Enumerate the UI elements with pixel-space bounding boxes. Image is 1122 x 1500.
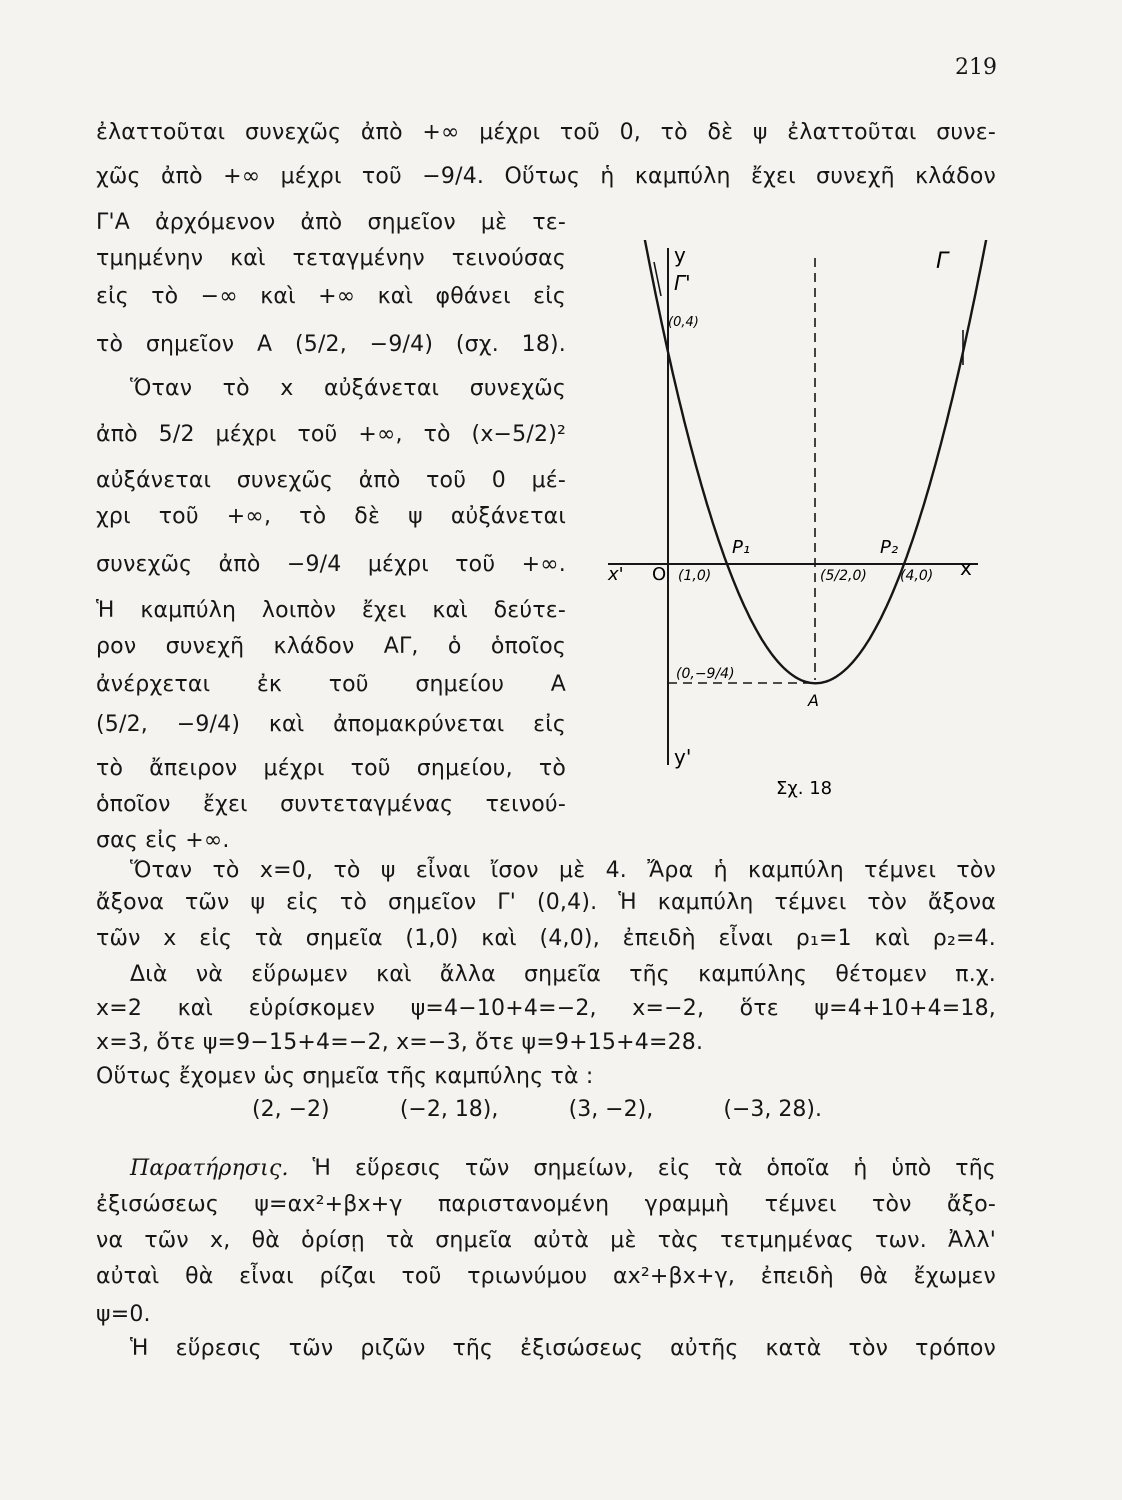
label-gamma: Γ xyxy=(936,249,949,274)
label-point-0-neg94: (0,−9/4) xyxy=(676,666,735,682)
page-number: 219 xyxy=(955,55,997,80)
text-line-left-11: ρον συνεχῆ κλάδον ΑΓ, ὁ ὁποῖος xyxy=(96,634,566,659)
label-p1: P₁ xyxy=(732,537,751,558)
text-line-left-9: συνεχῶς ἀπὸ −9/4 μέχρι τοῦ +∞. xyxy=(96,552,566,577)
text-line-bottom-7: Οὕτως ἔχομεν ὡς σημεῖα τῆς καμπύλης τὰ : xyxy=(96,1064,594,1089)
remark-line-4: αὐταὶ θὰ εἶναι ρίζαι τοῦ τριωνύμου αx²+βx+γ, ἐπειδὴ θὰ ἔχωμεν xyxy=(96,1264,996,1289)
text-line-left-7: αὐξάνεται συνεχῶς ἀπὸ τοῦ 0 μέ- xyxy=(96,468,566,493)
text-line-left-10: Ἡ καμπύλη λοιπὸν ἔχει καὶ δεύτε- xyxy=(96,598,566,623)
remark-line-6: Ἡ εὕρεσις τῶν ριζῶν τῆς ἐξισώσεως αὐτῆς κατὰ τὸν τρόπον xyxy=(130,1336,996,1361)
text-line-left-4: τὸ σημεῖον Α (5/2, −9/4) (σχ. 18). xyxy=(96,332,566,357)
text-line-bottom-3: τῶν x εἰς τὰ σημεῖα (1,0) καὶ (4,0), ἐπειδὴ εἶναι ρ₁=1 καὶ ρ₂=4. xyxy=(96,926,996,951)
text-line-left-3: εἰς τὸ −∞ καὶ +∞ καὶ φθάνει εἰς xyxy=(96,284,566,309)
point-item: (−2, 18), xyxy=(399,1097,499,1122)
point-item: (3, −2), xyxy=(568,1097,654,1122)
text-line-left-13: (5/2, −9/4) καὶ ἀπομακρύνεται εἰς xyxy=(96,712,566,737)
remark-label: Παρατήρησις. xyxy=(130,1156,289,1181)
text-line-bottom-2: ἄξονα τῶν ψ εἰς τὸ σημεῖον Γ' (0,4). Ἡ καμπύλη τέμνει τὸν ἄξονα xyxy=(96,890,996,915)
text-line-bottom-5: x=2 καὶ εὑρίσκομεν ψ=4−10+4=−2, x=−2, ὅτε ψ=4+10+4=18, xyxy=(96,996,996,1021)
text-line-left-1: Γ'Α ἀρχόμενον ἀπὸ σημεῖον μὲ τε- xyxy=(96,210,566,235)
text-line-top-1: ἐλαττοῦται συνεχῶς ἀπὸ +∞ μέχρι τοῦ 0, τὸ δὲ ψ ἐλαττοῦται συνε- xyxy=(96,120,996,145)
remark-line-2: ἐξισώσεως ψ=αx²+βx+γ παριστανομένη γραμμὴ τέμνει τὸν ἄξο- xyxy=(96,1192,996,1217)
figure-parabola xyxy=(600,240,1000,800)
text-line-left-14: τὸ ἄπειρον μέχρι τοῦ σημείου, τὸ xyxy=(96,756,566,781)
label-vertex-a: A xyxy=(808,691,819,710)
point-item: (2, −2) xyxy=(252,1097,330,1122)
label-p2: P₂ xyxy=(880,537,899,558)
text-line-left-12: ἀνέρχεται ἐκ τοῦ σημείου Α xyxy=(96,672,566,697)
label-point-1-0: (1,0) xyxy=(678,568,712,584)
label-y-prime: y' xyxy=(674,745,692,769)
text-line-bottom-6: x=3, ὅτε ψ=9−15+4=−2, x=−3, ὅτε ψ=9+15+4=28. xyxy=(96,1030,704,1055)
points-list xyxy=(252,1097,822,1122)
text-line-bottom-4: Διὰ νὰ εὕρωμεν καὶ ἄλλα σημεῖα τῆς καμπύλης θέτομεν π.χ. xyxy=(130,962,996,987)
remark-line-3: να τῶν x, θὰ ὁρίσῃ τὰ σημεῖα αὐτὰ μὲ τὰς τετμημένας των. Ἀλλ' xyxy=(96,1228,996,1253)
label-x-prime: x' xyxy=(608,564,624,585)
label-origin: O xyxy=(652,564,667,585)
text-line-left-2: τμημένην καὶ τεταγμένην τεινούσας xyxy=(96,246,566,271)
label-point-4-0: (4,0) xyxy=(900,568,934,584)
text-line-bottom-1: Ὅταν τὸ x=0, τὸ ψ εἶναι ἴσον μὲ 4. Ἄρα ἡ καμπύλη τέμνει τὸν xyxy=(130,858,996,883)
point-item: (−3, 28). xyxy=(723,1097,822,1122)
text-line-left-6: ἀπὸ 5/2 μέχρι τοῦ +∞, τὸ (x−5/2)² xyxy=(96,422,566,447)
text-line-top-2: χῶς ἀπὸ +∞ μέχρι τοῦ −9/4. Οὕτως ἡ καμπύλη ἔχει συνεχῆ κλάδον xyxy=(96,164,996,189)
remark-text: Ἡ εὕρεσις τῶν σημείων, εἰς τὰ ὁποῖα ἡ ὑπὸ τῆς xyxy=(288,1156,996,1181)
text-line-left-15: ὁποῖον ἔχει συντεταγμένας τεινού- xyxy=(96,792,566,817)
remark-line-1 xyxy=(130,1154,996,1184)
remark-line-5: ψ=0. xyxy=(96,1302,151,1327)
label-x: x xyxy=(960,556,972,580)
label-point-5-2-0: (5/2,0) xyxy=(820,568,867,584)
figure-caption: Σχ. 18 xyxy=(776,778,833,799)
label-gamma-prime: Γ' xyxy=(674,271,691,295)
text-line-left-5: Ὅταν τὸ x αὐξάνεται συνεχῶς xyxy=(130,376,566,401)
text-line-left-8: χρι τοῦ +∞, τὸ δὲ ψ αὐξάνεται xyxy=(96,504,566,529)
label-point-0-4: (0,4) xyxy=(668,315,699,330)
label-y: y xyxy=(674,243,686,267)
text-line-left-16: σας εἰς +∞. xyxy=(96,828,230,853)
